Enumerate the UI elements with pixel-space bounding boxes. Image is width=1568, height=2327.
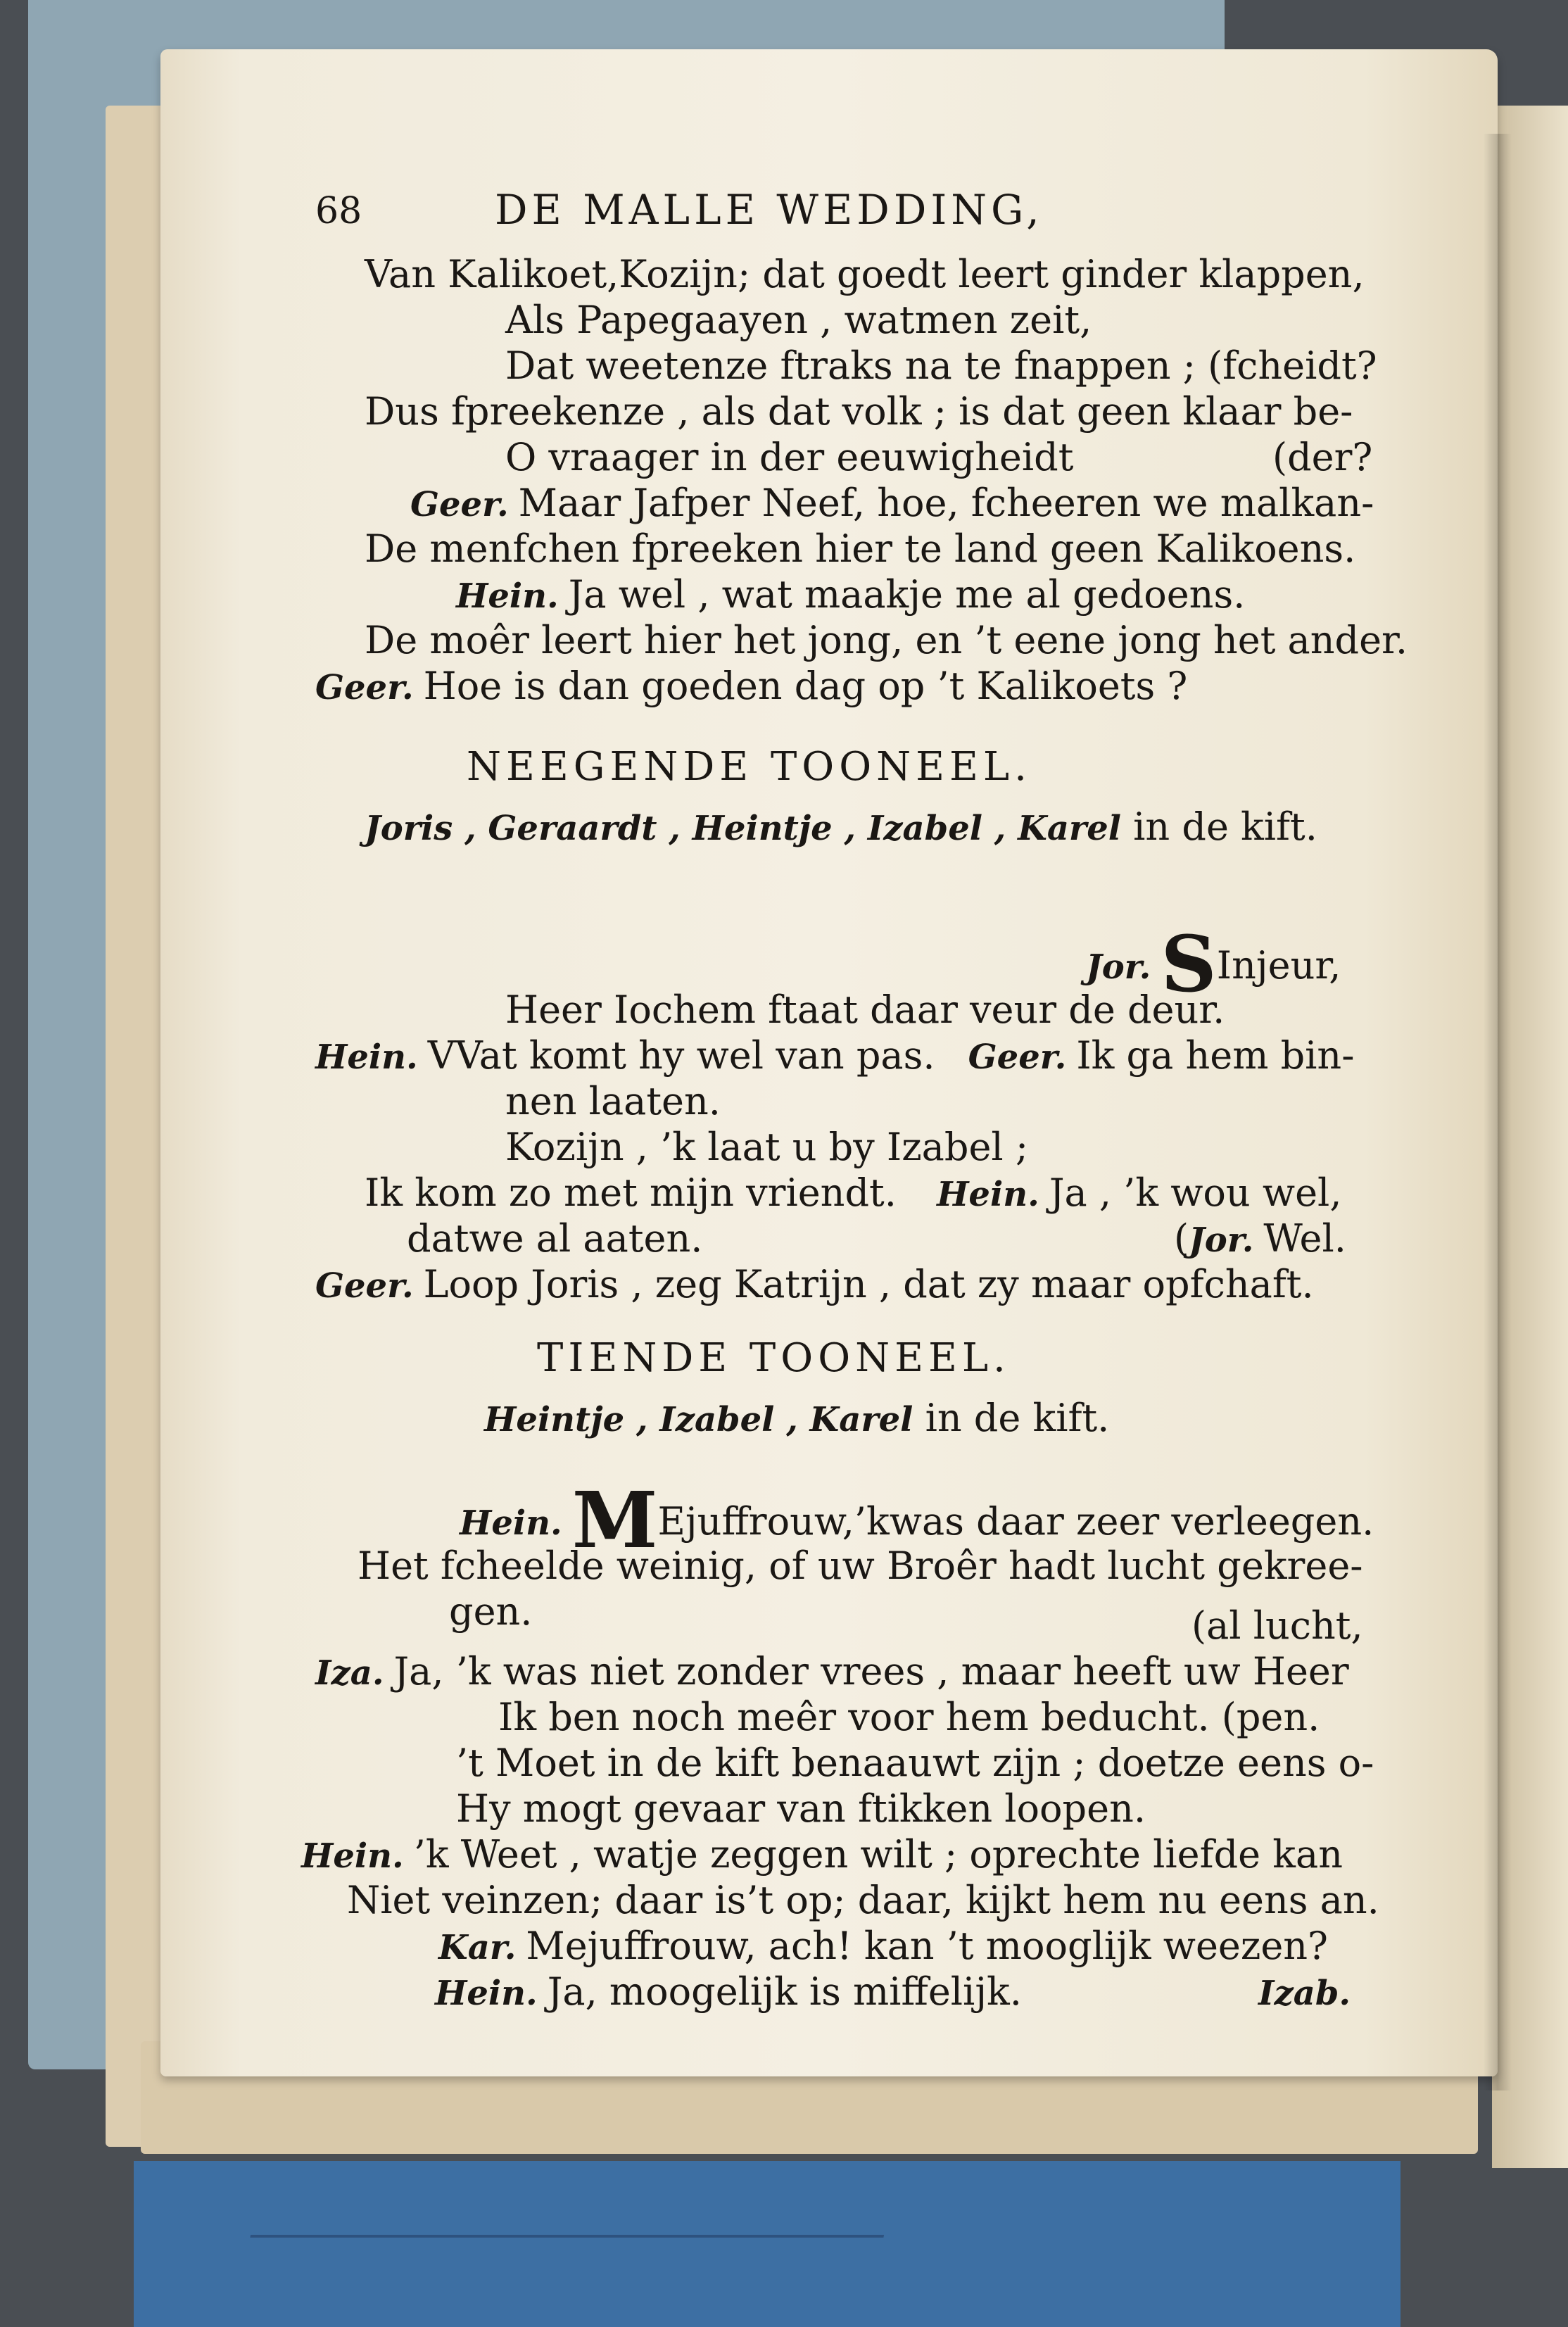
text-line: Hy mogt gevaar van ftikken loopen. — [456, 1786, 1146, 1831]
speaker-label: Geer. — [315, 668, 414, 707]
text-line: (al lucht, — [1191, 1603, 1363, 1648]
speaker-label: Jor. — [1189, 1221, 1254, 1260]
book-page — [160, 49, 1498, 2076]
text-line: O vraager in der eeuwigheidt — [505, 435, 1074, 479]
scene-heading: TIENDE TOONEEL. — [537, 1335, 1011, 1381]
text-line: ’t Moet in de kift benaauwt zijn ; doetze eens o- — [456, 1741, 1374, 1785]
text-line: De moêr leert hier het jong, en ’t eene jong het ander. — [365, 618, 1408, 662]
speaker-label: Hein. — [315, 1038, 418, 1077]
text-line: Iza. Ja, ’k was niet zonder vrees , maar heeft uw Heer — [315, 1649, 1349, 1694]
text-line: Dat weetenze ftraks na te fnappen ; (fcheidt? — [505, 343, 1377, 388]
speaker-label: Hein. — [301, 1836, 404, 1876]
blue-binding-strip — [134, 2161, 1401, 2327]
text-line: Hein. Ja, moogelijk is miffelijk. — [435, 1969, 1022, 2014]
text-line: Kar. Mejuffrouw, ach! kan ’t mooglijk weezen? — [438, 1924, 1329, 1968]
speaker-label: Hein. — [435, 1974, 538, 2013]
page-number: 68 — [315, 190, 362, 232]
text-line: De menfchen fpreeken hier te land geen Kalikoens. — [365, 526, 1356, 571]
text-line: nen laaten. — [505, 1079, 721, 1123]
handwriting-scribble — [250, 2207, 890, 2238]
text-line: (Jor. Wel. — [1174, 1216, 1346, 1261]
text-line: Heer Iochem ftaat daar veur de deur. — [505, 988, 1225, 1032]
text-line: Hein. Ja wel , wat maakje me al gedoens. — [456, 572, 1246, 617]
text-line: Hein. VVat komt hy wel van pas. Geer. Ik ga hem bin- — [315, 1033, 1355, 1078]
text-line: Geer. Maar Jafper Neef, hoe, fcheeren we malkan- — [410, 481, 1374, 525]
text-line: Niet veinzen; daar is’t op; daar, kijkt hem nu eens an. — [347, 1878, 1379, 1922]
catchword: Izab. — [1258, 1974, 1351, 2013]
speaker-label: Hein. — [456, 576, 559, 616]
text-line: (der? — [1272, 435, 1373, 479]
gutter-shadow — [1484, 134, 1512, 2090]
speaker-label: Kar. — [438, 1928, 517, 1967]
text-line: Het fcheelde weinig, of uw Broêr hadt lucht gekree- — [358, 1544, 1363, 1588]
text-line: Dus fpreekenze , als dat volk ; is dat geen klaar be- — [365, 389, 1353, 434]
text-line: Ik kom zo met mijn vriendt. Hein. Ja , ’k wou wel, — [365, 1171, 1342, 1215]
speaker-label: Geer. — [968, 1038, 1067, 1077]
scene-heading: NEEGENDE TOONEEL. — [467, 744, 1032, 790]
text-line: Als Papegaayen , watmen zeit, — [505, 298, 1092, 342]
text-line: Van Kalikoet,Kozijn; dat goedt leert ginder klappen, — [365, 252, 1365, 296]
text-line: Jor. SInjeur, — [1086, 919, 1341, 1009]
text-line: Geer. Loop Joris , zeg Katrijn , dat zy maar opfchaft. — [315, 1262, 1314, 1306]
cast-list: Joris , Geraardt , Heintje , Izabel , Karel in de kift. — [365, 805, 1317, 849]
text-line: Hein. ’k Weet , watje zeggen wilt ; oprechte liefde kan — [301, 1832, 1343, 1877]
speaker-label: Hein. — [460, 1503, 562, 1543]
speaker-label: Jor. — [1086, 947, 1151, 987]
running-title: DE MALLE WEDDING, — [495, 186, 1044, 234]
text-line: Kozijn , ’k laat u by Izabel ; — [505, 1125, 1029, 1169]
text-line: datwe al aaten. — [407, 1216, 703, 1261]
speaker-label: Iza. — [315, 1653, 384, 1693]
speaker-label: Hein. — [937, 1175, 1039, 1214]
drop-capital: S — [1161, 919, 1217, 1009]
speaker-label: Geer. — [410, 485, 509, 524]
text-line: Ik ben noch meêr voor hem beducht. (pen. — [498, 1695, 1320, 1739]
text-line: gen. — [449, 1589, 533, 1634]
text-line: Hein. MEjuffrouw,’kwas daar zeer verleegen. — [460, 1475, 1374, 1565]
speaker-label: Geer. — [315, 1266, 414, 1306]
text-line: Geer. Hoe is dan goeden dag op ’t Kalikoets ? — [315, 664, 1188, 708]
drop-capital: M — [571, 1475, 658, 1565]
cast-list: Heintje , Izabel , Karel in de kift. — [484, 1396, 1110, 1440]
